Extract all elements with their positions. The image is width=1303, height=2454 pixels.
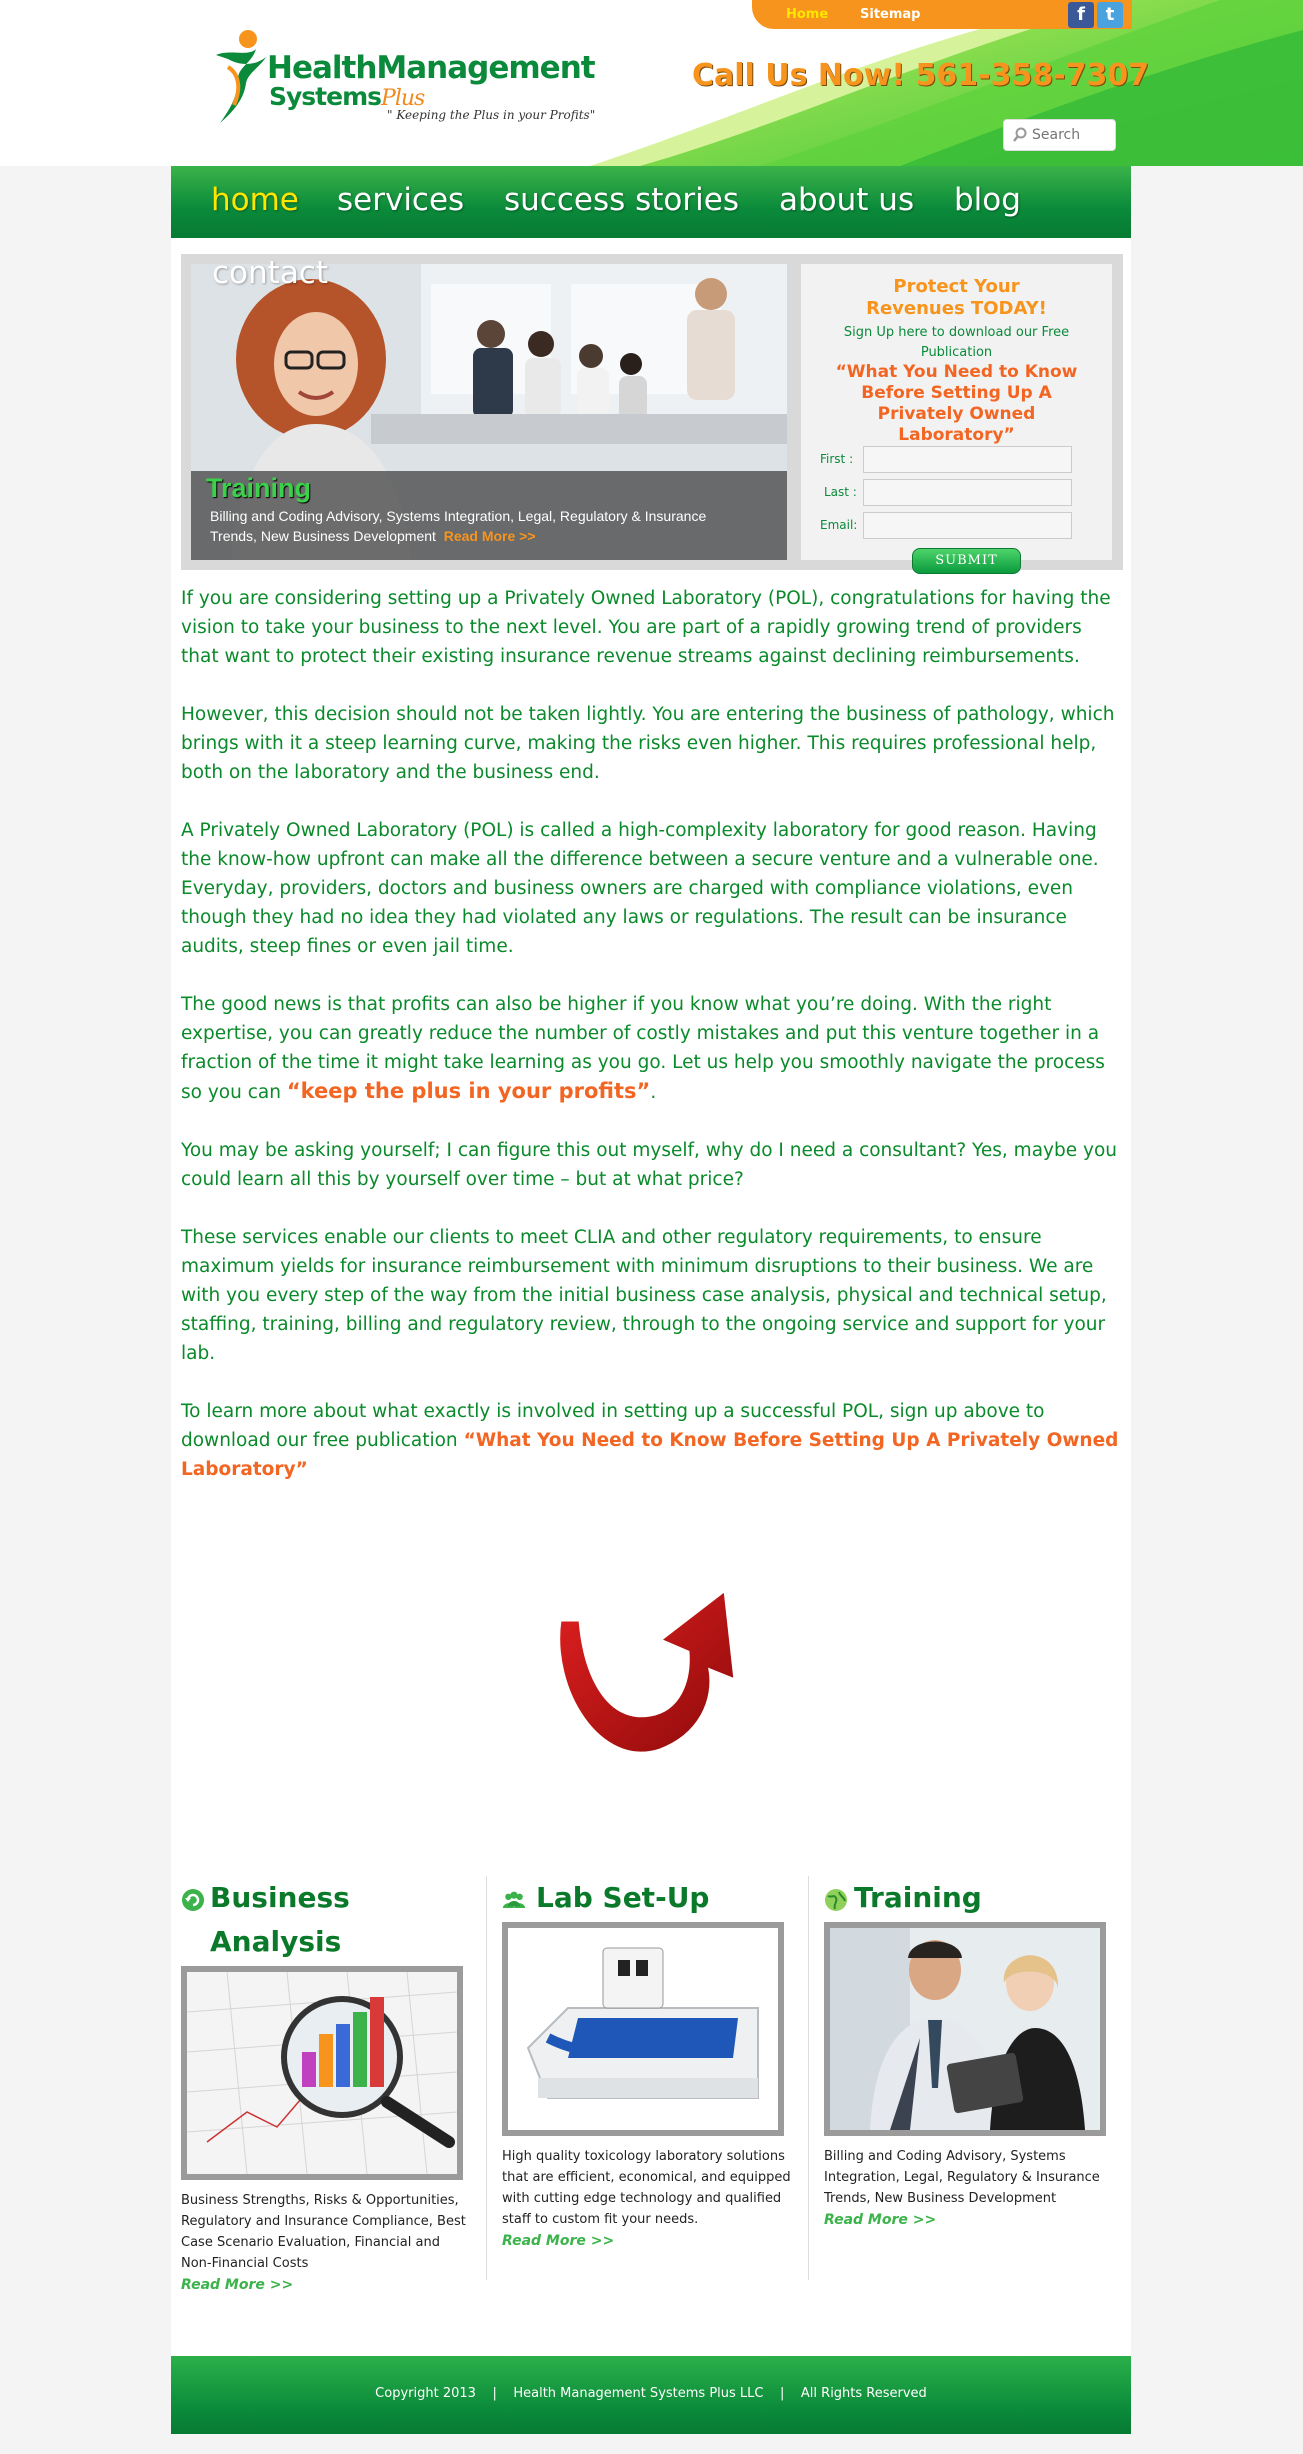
logo-text-plus: Plus <box>381 86 425 111</box>
business-analysis-title[interactable]: Business Analysis <box>210 1881 350 1958</box>
email-label: Email: <box>820 518 858 532</box>
business-analysis-text: Business Strengths, Risks & Opportunities, Regulatory and Insurance Compliance, Best Case Scenario Evaluation, Financial and Non-Financial Costs <box>181 2193 466 2271</box>
nav-contact[interactable]: contact <box>212 255 329 291</box>
training-text: Billing and Coding Advisory, Systems Integration, Legal, Regulatory & Insurance Trends, New Business Development <box>824 2149 1100 2206</box>
footer-copyright: Copyright 2013 | Health Management Systems Plus LLC | All Rights Reserved <box>375 2386 927 2401</box>
body-paragraph-6: These services enable our clients to meet CLIA and other regulatory requirements, to ensure maximum yields for insurance reimbursement with minimum disruptions to their business. We are with you every step of the way from the initial business case analysis, physical and technical setup, staffing, training, billing and regulatory review, through to the ongoing service and support for your lab. <box>181 1227 1107 1364</box>
logo-tagline: " Keeping the Plus in your Profits" <box>387 108 596 122</box>
training-title[interactable]: Training <box>854 1881 982 1914</box>
facebook-icon[interactable]: f <box>1068 2 1094 28</box>
site-header <box>0 0 1303 166</box>
signup-heading: Protect Your Revenues TODAY! <box>866 276 1047 319</box>
refresh-globe-icon <box>181 1888 205 1912</box>
signup-publication-title: “What You Need to Know Before Setting Up A Privately Owned Laboratory” <box>835 362 1078 445</box>
training-read-more[interactable]: Read More >> <box>824 2212 937 2228</box>
nav-about-us[interactable]: about us <box>779 182 915 218</box>
top-menu-sitemap[interactable]: Sitemap <box>860 7 921 22</box>
nav-services[interactable]: services <box>337 182 465 218</box>
training-image[interactable] <box>830 1928 1100 2130</box>
lab-setup-title[interactable]: Lab Set-Up <box>536 1881 710 1914</box>
nav-success-stories[interactable]: success stories <box>504 182 739 218</box>
main-nav <box>171 166 1131 238</box>
body-paragraph-5: You may be asking yourself; I can figure this out myself, why do I need a consultant? Yes, maybe you could learn all this by yourself over time – but at what price? <box>181 1140 1117 1190</box>
lab-setup-image[interactable] <box>508 1928 778 2130</box>
banner-read-more-link[interactable]: Read More >> <box>443 528 536 544</box>
signup-subtext: Sign Up here to download our Free Publication <box>843 325 1070 360</box>
last-name-label: Last : <box>824 485 857 499</box>
site-logo[interactable] <box>205 22 596 132</box>
call-now-phone[interactable]: Call Us Now! 561-358-7307 <box>692 58 1150 93</box>
client-login-link[interactable]: Client Login <box>810 37 891 51</box>
nav-home[interactable]: home <box>211 182 299 218</box>
first-name-label: First : <box>820 452 854 466</box>
business-analysis-image[interactable] <box>187 1972 457 2174</box>
last-name-field[interactable] <box>863 479 1072 506</box>
keep-plus-highlight: “keep the plus in your profits” <box>286 1079 651 1103</box>
search-box[interactable] <box>1003 119 1116 151</box>
banner-title: Training <box>206 473 312 503</box>
business-analysis-read-more[interactable]: Read More >> <box>181 2277 294 2293</box>
body-paragraph-3: A Privately Owned Laboratory (POL) is called a high-complexity laboratory for good reason. Having the know-how upfront can make all the difference between a secure venture and a vulnerable one. Everyday, providers, doctors and business owners are charged with compliance violations, even though they had no idea they had violated any laws or regulations. The result can be insurance audits, steep fines or even jail time. <box>181 820 1099 957</box>
red-arrow-graphic <box>540 1580 760 1770</box>
search-icon <box>1013 127 1027 143</box>
body-paragraph-1: If you are considering setting up a Privately Owned Laboratory (POL), congratulations for having the vision to take your business to the next level. You are part of a rapidly growing trend of providers that want to protect their existing insurance revenue streams against declining reimbursements. <box>181 588 1111 667</box>
nav-blog[interactable]: blog <box>954 182 1021 218</box>
body-paragraph-4: The good news is that profits can also be higher if you know what you’re doing. With the right expertise, you can greatly reduce the number of costly mistakes and put this venture together in a fraction of the time it might take learning as you go. Let us help you smoothly navigate the process so you can “keep the plus in your profits”. <box>181 994 1105 1103</box>
first-name-field[interactable] <box>863 446 1072 473</box>
search-input[interactable] <box>1032 124 1112 146</box>
body-paragraph-2: However, this decision should not be taken lightly. You are entering the business of pathology, which brings with it a steep learning curve, making the risks even higher. This requires professional help, both on the laboratory and the business end. <box>181 704 1115 783</box>
lab-setup-text: High quality toxicology laboratory solutions that are efficient, economical, and equipped with cutting edge technology and qualified staff to custom fit your needs. <box>502 2149 791 2227</box>
magnifier-chart-picture <box>187 1972 457 2174</box>
logo-figure-icon <box>208 27 268 127</box>
column-divider <box>808 1876 809 2280</box>
top-menu-home[interactable]: Home <box>786 7 829 22</box>
business-people-tablet-picture <box>830 1928 1100 2130</box>
twitter-icon[interactable]: t <box>1097 2 1123 28</box>
people-group-icon <box>502 1888 526 1912</box>
banner-text: Billing and Coding Advisory, Systems Integration, Legal, Regulatory & Insurance Trends, New Business Development Read More >> <box>210 508 707 544</box>
publication-link[interactable]: “What You Need to Know Before Setting Up A Privately Owned Laboratory” <box>181 1430 1119 1480</box>
submit-button[interactable]: SUBMIT <box>912 548 1021 574</box>
email-field[interactable] <box>863 512 1072 539</box>
body-paragraph-7: To learn more about what exactly is involved in setting up a successful POL, sign up above to download our free publication “What You Need to Know Before Setting Up A Privately Owned Laboratory” <box>181 1401 1119 1480</box>
globe-icon <box>824 1888 848 1912</box>
lab-setup-read-more[interactable]: Read More >> <box>502 2233 615 2249</box>
logo-text-systems: SystemsPlus <box>269 82 425 111</box>
lab-machine-picture <box>508 1928 778 2130</box>
column-divider <box>486 1876 487 2280</box>
logo-text-health: HealthManagement <box>267 50 595 86</box>
